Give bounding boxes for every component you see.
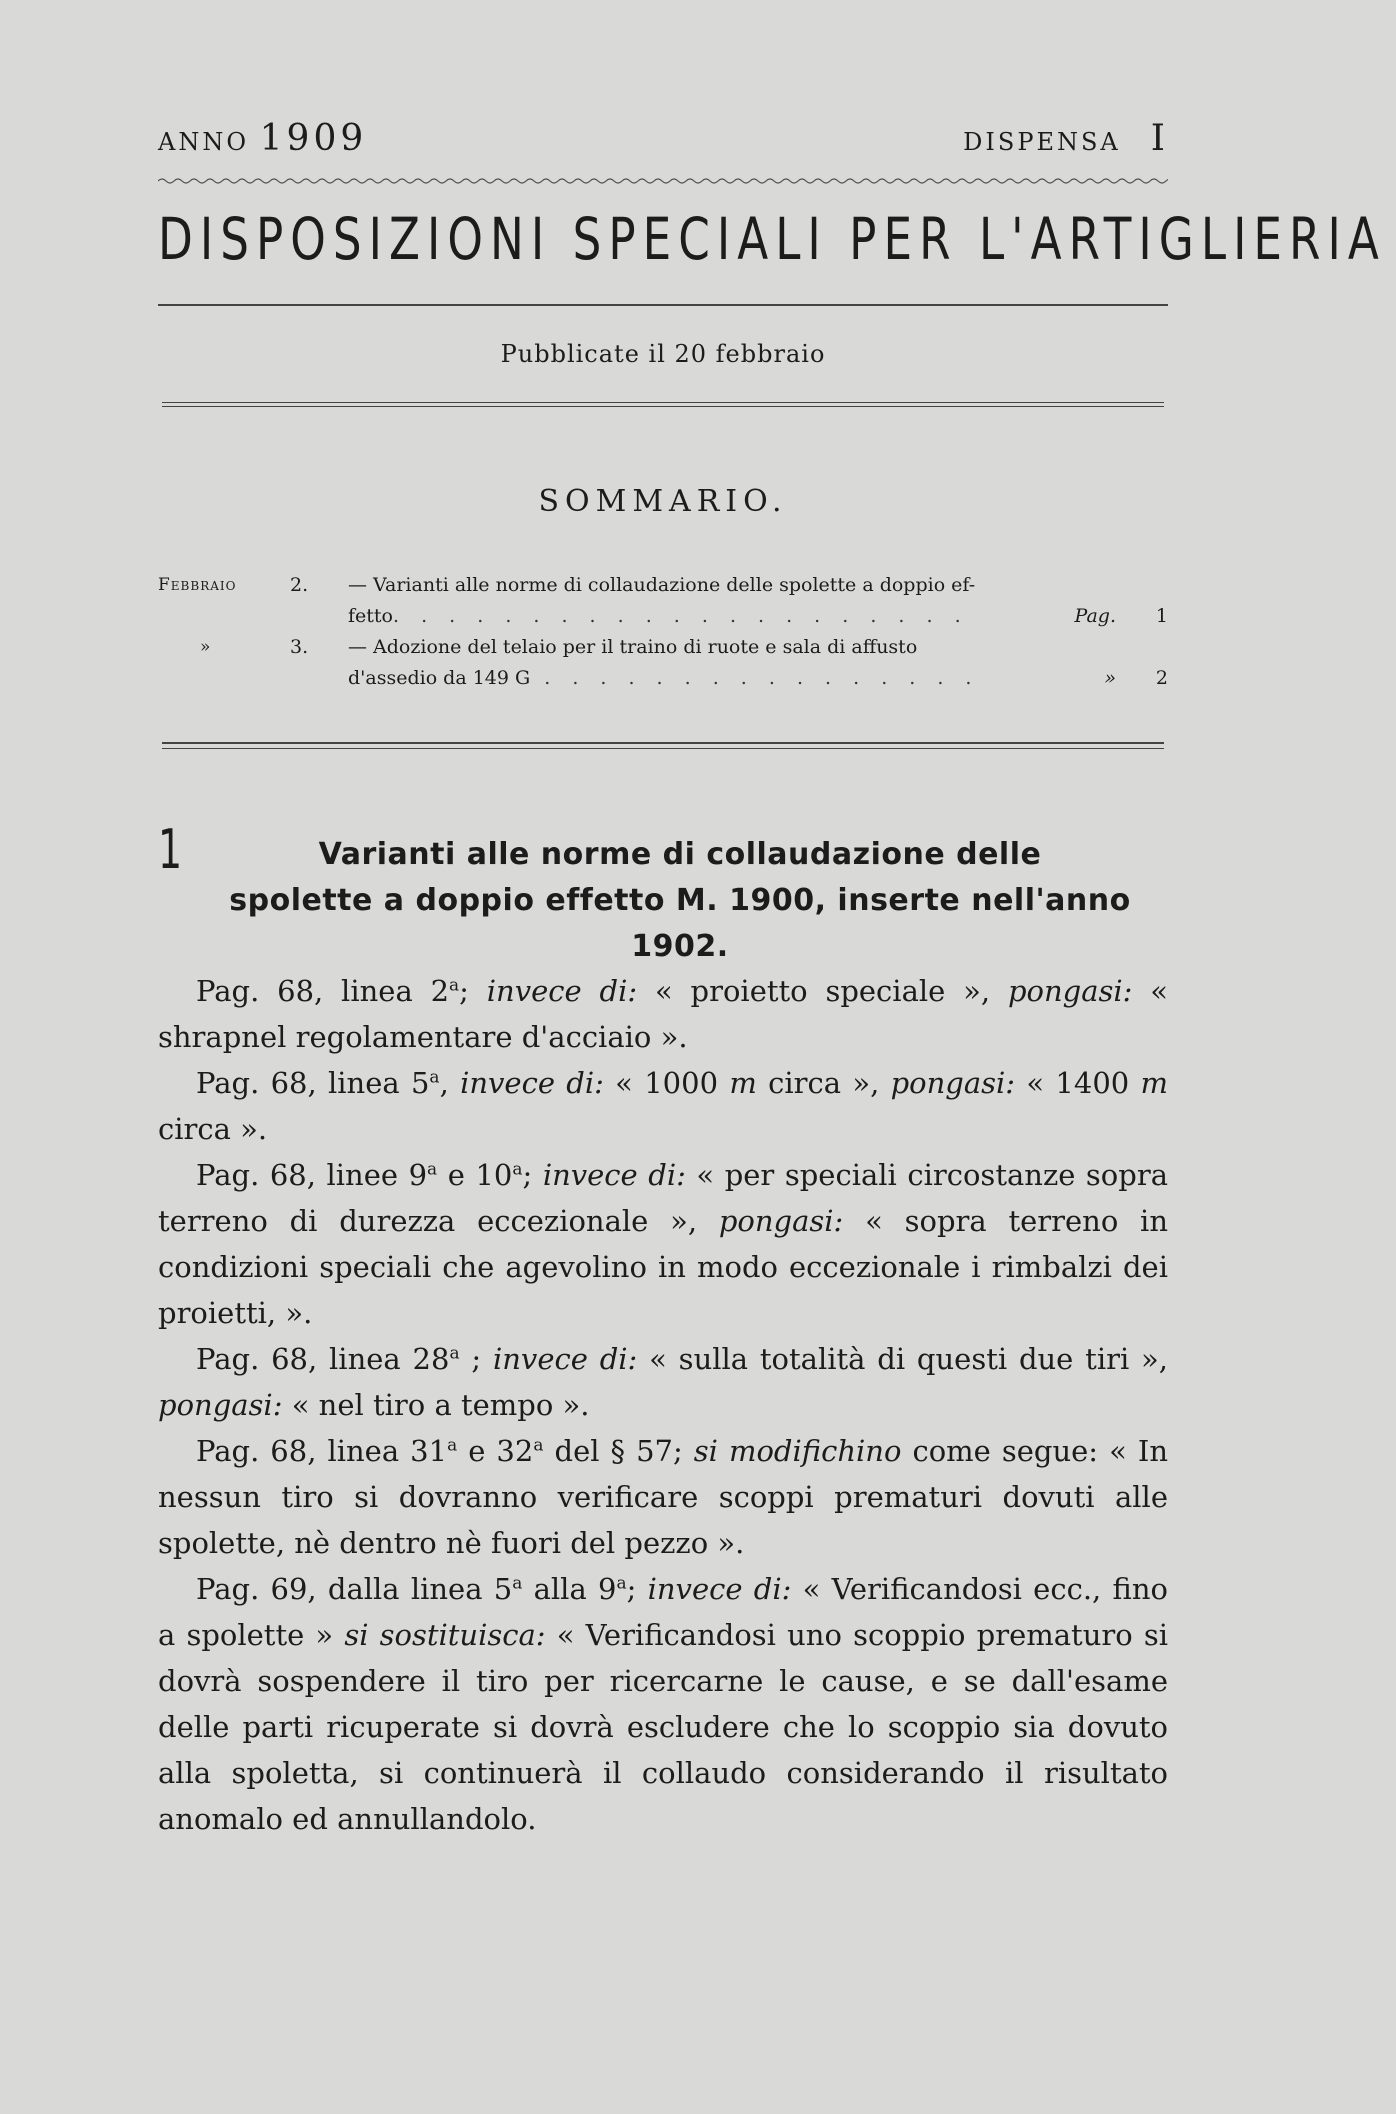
text-run: Pag. 68, linea 2 (196, 974, 450, 1008)
toc-line1: — Adozione del telaio per il traino di ruote e sala di affusto (348, 636, 918, 658)
text-run: Pag. 68, linea 31 (196, 1434, 448, 1468)
toc-text (348, 570, 1118, 632)
text-run: « sopra terreno in condizioni speciali che agevolino in modo eccezionale i rimbalzi dei proietti, ». (158, 1204, 1169, 1330)
text-run: e 32 (457, 1434, 534, 1468)
body-paragraph (158, 1336, 1168, 1428)
superscript: a (512, 1573, 523, 1594)
toc-page: 1 (1155, 605, 1168, 627)
subtitle: Pubblicate il 20 febbraio (500, 340, 826, 368)
body-paragraph (158, 1152, 1168, 1336)
text-run: circa ». (158, 1112, 268, 1146)
text-run: « proietto speciale », (637, 974, 1008, 1008)
superscript: a (449, 975, 460, 996)
text-run: « sulla totalità di questi due tiri », (637, 1342, 1169, 1376)
italic-run: invece di: (542, 1158, 686, 1192)
text-run: « Verificandosi uno scoppio prematuro si dovrà sospendere il tiro per ricercarne le cause, e se dall'esame delle parti ricuperate si dovrà escludere che lo scoppio sia dovuto alla spoletta, si continuerà il collaudo considerando il risultato anomalo ed annullandolo. (158, 1618, 1169, 1836)
superscript: a (533, 1435, 544, 1456)
page-header (158, 118, 1168, 159)
anno-word: ANNO (158, 128, 250, 156)
superscript: a (429, 1067, 440, 1088)
superscript: a (447, 1435, 458, 1456)
superscript: a (449, 1343, 460, 1364)
text-run: del § 57; (543, 1434, 694, 1468)
table-of-contents (158, 570, 1168, 694)
sommario-heading: SOMMARIO. (538, 484, 788, 519)
toc-entry (158, 570, 1168, 632)
wavy-divider (158, 176, 1168, 186)
text-run: « nel tiro a tempo ». (282, 1388, 590, 1422)
text-run: « 1400 (1015, 1066, 1141, 1100)
toc-leader-dots: . . . . . . . . . . . . . . . . . . . . . (393, 605, 969, 627)
anno-label (158, 118, 367, 159)
section-rule-bottom (162, 748, 1164, 749)
italic-run: si modifichino (693, 1434, 902, 1468)
toc-page-label: Pag. (1074, 605, 1116, 627)
body-paragraph (158, 1060, 1168, 1152)
text-run: Pag. 69, dalla linea 5 (196, 1572, 513, 1606)
page-title: DISPOSIZIONI SPECIALI PER L'ARTIGLIERIA (158, 205, 1386, 273)
section-title-line1: Varianti alle norme di collaudazione delle (318, 837, 1042, 872)
toc-number: 3. (290, 636, 309, 658)
text-run: Pag. 68, linea 28 (196, 1342, 450, 1376)
section-number: 1 (158, 818, 183, 881)
subtitle-rule-bottom (162, 406, 1164, 407)
body-text (158, 968, 1168, 1842)
text-run: « per speciali circostanze sopra terreno di durezza eccezionale », (158, 1158, 1168, 1238)
italic-run: invece di: (647, 1572, 792, 1606)
text-run: come segue: « In nessun tiro si dovranno verificare scoppi prematuri dovuti alle spolette, nè dentro nè fuori del pezzo ». (158, 1434, 1169, 1560)
toc-number: 2. (290, 574, 309, 596)
text-run: ; (626, 1572, 648, 1606)
italic-run: pongasi: (718, 1204, 844, 1238)
toc-line2: fetto (348, 605, 393, 627)
subtitle-rule-top (162, 402, 1164, 403)
anno-year: 1909 (259, 118, 368, 159)
toc-page-label: » (1104, 667, 1116, 689)
text-run: Pag. 68, linea 5 (196, 1066, 430, 1100)
section-rule-top (162, 742, 1164, 744)
italic-run: si sostituisca: (344, 1618, 546, 1652)
italic-run: pongasi: (890, 1066, 1016, 1100)
text-run: « 1000 (603, 1066, 730, 1100)
section-title-line2: spolette a doppio effetto M. 1900, inserte nell'anno 1902. (229, 883, 1131, 964)
italic-run: m (729, 1066, 757, 1100)
section-title (210, 832, 1150, 970)
italic-run: pongasi: (158, 1388, 283, 1422)
superscript: a (427, 1159, 438, 1180)
body-paragraph (158, 968, 1168, 1060)
italic-run: invece di: (492, 1342, 638, 1376)
body-paragraph (158, 1428, 1168, 1566)
text-run: ; (459, 974, 487, 1008)
toc-month: » (200, 637, 212, 657)
text-run: ; (459, 1342, 493, 1376)
dispensa-word: DISPENSA (963, 128, 1121, 156)
text-run: « Verificandosi ecc., fino a spolette » (158, 1572, 1168, 1652)
toc-line2: d'assedio da 149 G (348, 667, 531, 689)
dispensa-number: I (1150, 118, 1168, 159)
text-run: ; (522, 1158, 543, 1192)
title-rule (158, 304, 1168, 306)
text-run: e 10 (437, 1158, 513, 1192)
superscript: a (512, 1159, 523, 1180)
toc-entry (158, 632, 1168, 694)
text-run: « shrapnel regolamentare d'acciaio ». (158, 974, 1168, 1054)
italic-run: pongasi: (1007, 974, 1133, 1008)
toc-text (348, 632, 1118, 694)
text-run: , (439, 1066, 461, 1100)
toc-month: Febbraio (158, 575, 237, 595)
text-run: Pag. 68, linee 9 (196, 1158, 428, 1192)
toc-line1: — Varianti alle norme di collaudazione delle spolette a doppio ef- (348, 574, 976, 596)
toc-leader-dots: . . . . . . . . . . . . . . . . (530, 667, 980, 689)
italic-run: invece di: (460, 1066, 604, 1100)
superscript: a (616, 1573, 627, 1594)
body-paragraph (158, 1566, 1168, 1842)
toc-page: 2 (1155, 667, 1168, 689)
dispensa-label (963, 118, 1168, 159)
text-run: circa », (756, 1066, 891, 1100)
text-run: alla 9 (522, 1572, 617, 1606)
italic-run: invece di: (486, 974, 638, 1008)
italic-run: m (1140, 1066, 1169, 1100)
